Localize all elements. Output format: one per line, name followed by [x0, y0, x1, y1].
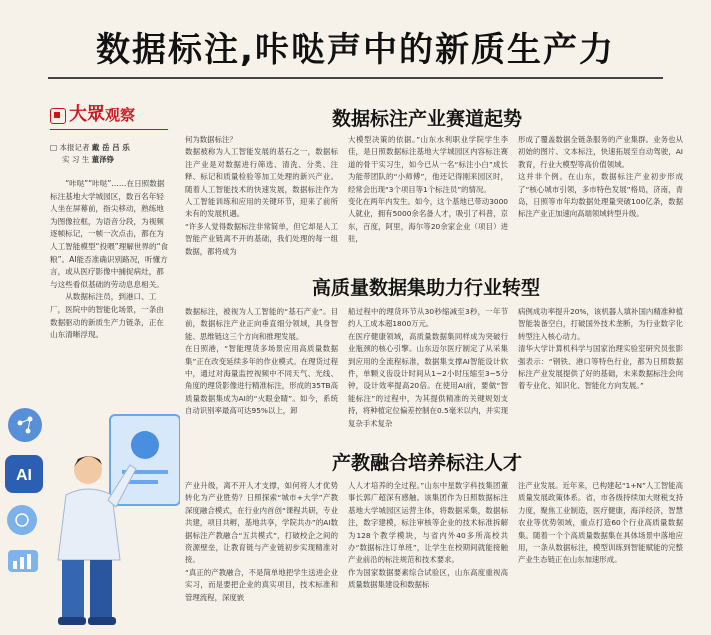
byline-prefix: □ 本报记者	[50, 143, 90, 152]
intro-text	[50, 178, 170, 342]
section-heading: 数据标注产业赛道起势	[332, 108, 523, 130]
ai-illustration	[0, 385, 180, 635]
column-brand	[50, 100, 170, 126]
section-heading: 高质量数据集助力行业转型	[312, 277, 541, 299]
brand-mark-icon	[50, 108, 66, 124]
title-rule	[48, 77, 663, 79]
intro-paragraph: 从数据标注员，到港口、工厂，医院中的智能化场景，一条由数据驱动的新质生产力链条，正在山东清晰浮现。	[50, 292, 164, 340]
article-column: 何为数据标注？ 数据被称为人工智能发展的基石之一，数据标注产业是对数据进行筛选、清洗、分类、注释、标记和质量检验等加工处理的新兴产业。随着人工智能技术的快速发展，数据标注作为人工智能训练和应用的关键环节，迎来了前所未有的发展机遇。 “许多人觉得数据标注非常简单，但它却是人工智能产业链离不开的基础，我们处理的每一组数据，都将成为	[185, 135, 338, 256]
brand-logo: 大眾	[69, 104, 105, 125]
intro-paragraph: “咔哒”“咔哒”……在日照数据标注基地大学城园区，数百名年轻人坐在屏幕前，指尖移动，熟练地为图像拉框，为语音分段，为视频逐帧标记，一帧一次点击，都在为人工智能模型“投喂”理解世界的“食粮”。AI能否准确识别路况，听懂方言，或从医疗影像中捕捉病灶，都与这些看似基础的劳动息息相关。	[50, 179, 169, 289]
article-column: 大模型决策的依据。”山东水利职业学院学生李佳，是日照数据标注基地大学城园区内容标注赛道的骨干实习生，如今已从一名“标注小白”成长为能带团队的“小师傅”，他还记得刚来园区时，经常会出现“3个项目等1个标注员”的情况。 变化在两年内发生。如今，这个基地已带动3000人就业，拥有5000余名备人才，吸引了科普，京东，百度，阿里，海尔等20余家企业（项目）进驻，	[348, 135, 508, 244]
article-column: 船过程中的理货环节从30秒缩减至3秒，一年节约人工成本超1800万元。 在医疗健康领域，高质量数据集同样成为突破行业瓶颈的核心引擎。山东迈尔医疗制定了从采集到应用的全流程标准，数据集支撑AI智能设计软件，单颗义齿设计时间从1~2小时压缩至3~5分钟，设计效率提高20倍。在使用AI前，要做“智能标注”的过程中，为其提供精准的关键规划支持，将种植定位偏差控制在0.5毫米以内，并实现复杂手术复杂	[348, 307, 508, 428]
page-title: 数据标注,咔哒声中的新质生产力	[96, 30, 615, 70]
network-icon	[8, 408, 42, 442]
article-column: 病例成功率提升20%，该机器人填补国内精准种植智能装备空白，打破国外技术垄断，为行业数字化转型注入核心动力。 清华大学计算机科学与国家治理实验室研究员张影强表示：“钢铁、港口等特色行业，都为日照数据标注产业发展提供了好的基础，未来数据标注会向着专业化、知识化、智能化方向发展。”	[518, 307, 683, 391]
data-node-icon	[7, 505, 37, 535]
byline-intern-name: 董泽铮	[91, 155, 115, 164]
byline-names: 戴 岳 吕 乐	[91, 143, 130, 152]
article-column: 注产业发展。近年来，已构建起“1+N”人工智能高质量发展政策体系。省，市各级持续加大财税支持力度，聚焦工业制造，医疗健康，海洋经济，智慧农业等优势领域，重点打造60个行业高质量数据集。随着一个个高质量数据集在具体场景中落地应用，一条从数据标注，模型训练到智能赋能的完整产业生态链正在山东加速形成。	[518, 481, 683, 565]
brand-logo-suffix: 观察	[105, 106, 136, 124]
article-column: 人人才培养的全过程。”山东中星数字科技集团董事长郭广超深有感触。该集团作为日照数据标注基地大学城园区运营主体，将数据采集，数据标注，数字建模，标注审核等企业的技术标准拆解为128个教学模块，与省内外40多所高校共办“数据标注订单班”，让学生在校期间就能接触产业前沿的标注规范和技术要求。 作为国家数据要素综合试验区，山东高度重视高质量数据集建设和数据标	[348, 481, 508, 590]
byline-intern-label: 实 习 生	[62, 155, 90, 164]
section-heading: 产教融合培养标注人才	[332, 452, 523, 474]
ai-badge-text: AI	[16, 467, 32, 484]
article-column: 形成了覆盖数据全链条服务的产业集群。业务也从初始的图片、文本标注，快速拓展至自动驾驶，AI教育，行业大模型等高价值领域。 这并非个例。在山东，数据标注产业初步形成了“核心城市引领，多市特色发展”格局，济南，青岛，日照等市年均数据处理量突破100亿条，数据标注产业正加速向高端领域转型升级。	[518, 135, 683, 219]
byline	[50, 142, 130, 166]
article-column: 产业升级，离不开人才支撑，如何将人才优势转化为产业胜势？日照探索“城市+大学”产教深度融合模式，在行业内首创“课程共研，专业共建，项目共孵，基地共享，学院共办”的AI数据标注产教融合“五共模式”，打破校企之间的资源壁垒，让教育链与产业链初步实现精准对接。 “真正的产教融合，不是简单地把学生送进企业实习，而是要把企业的真实项目，技术标准和管理流程，深度嵌	[185, 481, 338, 602]
article-column: 数据标注，被视为人工智能的“基石产业”。目前，数据标注产业正向垂直细分领域，具身智能、思维链这三个方向和推理发展。 在日照港，“智能理货多场景应用高质量数据集”正在改变延续多年的作业模式。在理货过程中，通过对海量监控视频中不同天气、光线、角度的理货影像进行精准标注，形成的35TB高质量数据集成为AI的“火眼金睛”。如今，系统自动识别率最高可达95%以上，卸	[185, 307, 338, 416]
brand-rule	[50, 129, 168, 130]
